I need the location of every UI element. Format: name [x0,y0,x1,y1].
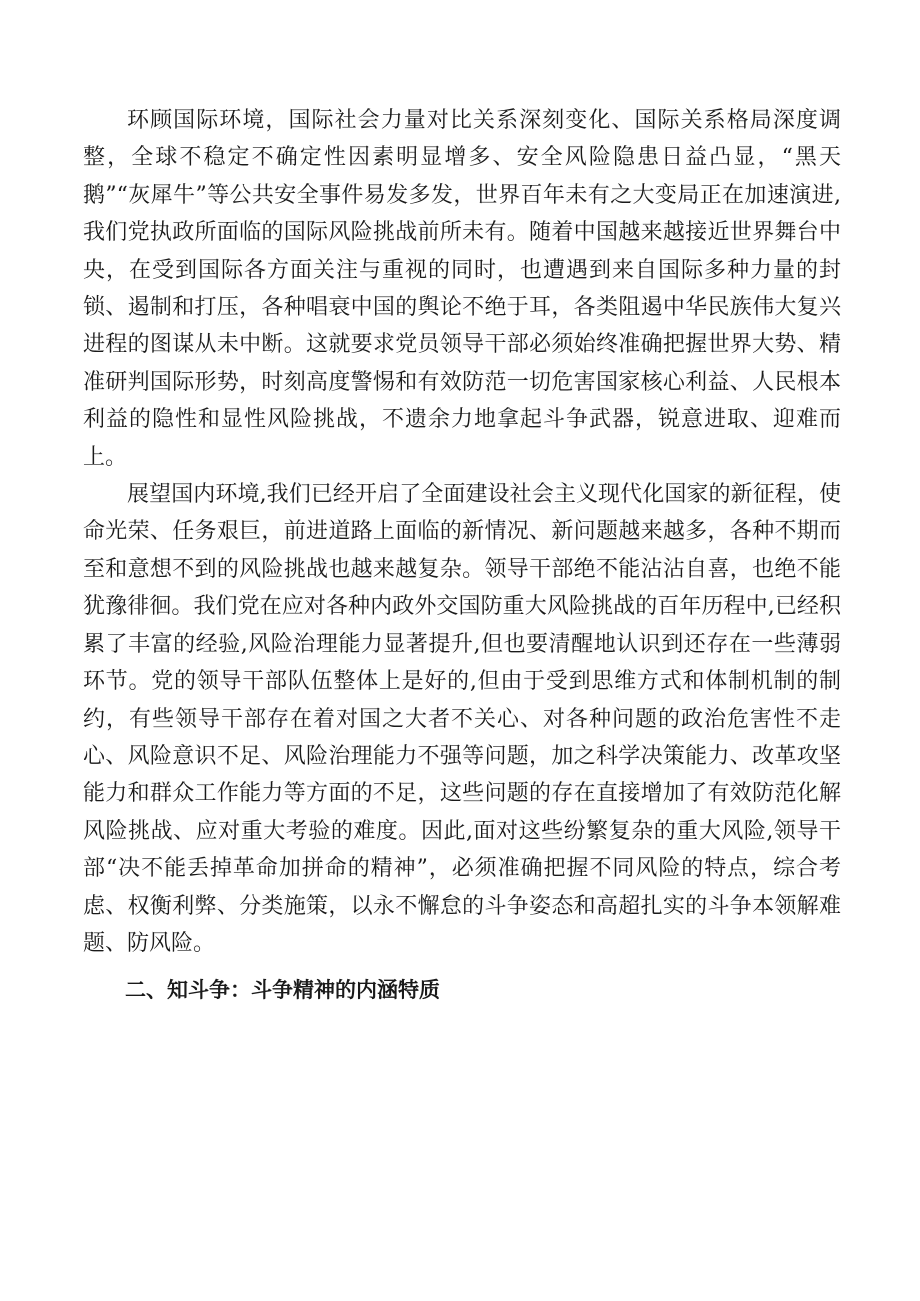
document-body [83,102,841,1010]
paragraph-domestic-environment: 展望国内环境,我们已经开启了全面建设社会主义现代化国家的新征程，使命光荣、任务艰巨，前进道路上面临的新情况、新问题越来越多，各种不期而至和意想不到的风险挑战也越来越复杂。领导干部绝不能沾沾自喜，也绝不能犹豫徘徊。我们党在应对各种内政外交国防重大风险挑战的百年历程中,已经积累了丰富的经验,风险治理能力显著提升,但也要清醒地认识到还存在一些薄弱环节。党的领导干部队伍整体上是好的,但由于受到思维方式和体制机制的制约，有些领导干部存在着对国之大者不关心、对各种问题的政治危害性不走心、风险意识不足、风险治理能力不强等问题，加之科学决策能力、改革攻坚能力和群众工作能力等方面的不足，这些问题的存在直接增加了有效防范化解风险挑战、应对重大考验的难度。因此,面对这些纷繁复杂的重大风险,领导干部“决不能丢掉革命加拼命的精神”，必须准确把握不同风险的特点，综合考虑、权衡利弊、分类施策，以永不懈怠的斗争姿态和高超扎实的斗争本领解难题、防风险。 [83,482,841,956]
paragraph-international-environment: 环顾国际环境，国际社会力量对比关系深刻变化、国际关系格局深度调整，全球不稳定不确定性因素明显增多、安全风险隐患日益凸显，“黑天鹅”“灰犀牛”等公共安全事件易发多发，世界百年未有之大变局正在加速演进,我们党执政所面临的国际风险挑战前所未有。随着中国越来越接近世界舞台中央，在受到国际各方面关注与重视的同时，也遭遇到来自国际多种力量的封锁、遏制和打压，各种唱衰中国的舆论不绝于耳，各类阻遏中华民族伟大复兴进程的图谋从未中断。这就要求党员领导干部必须始终准确把握世界大势、精准研判国际形势，时刻高度警惕和有效防范一切危害国家核心利益、人民根本利益的隐性和显性风险挑战，不遗余力地拿起斗争武器，锐意进取、迎难而上。 [83,108,841,470]
section-heading: 二、知斗争：斗争精神的内涵特质 [125,978,440,1003]
